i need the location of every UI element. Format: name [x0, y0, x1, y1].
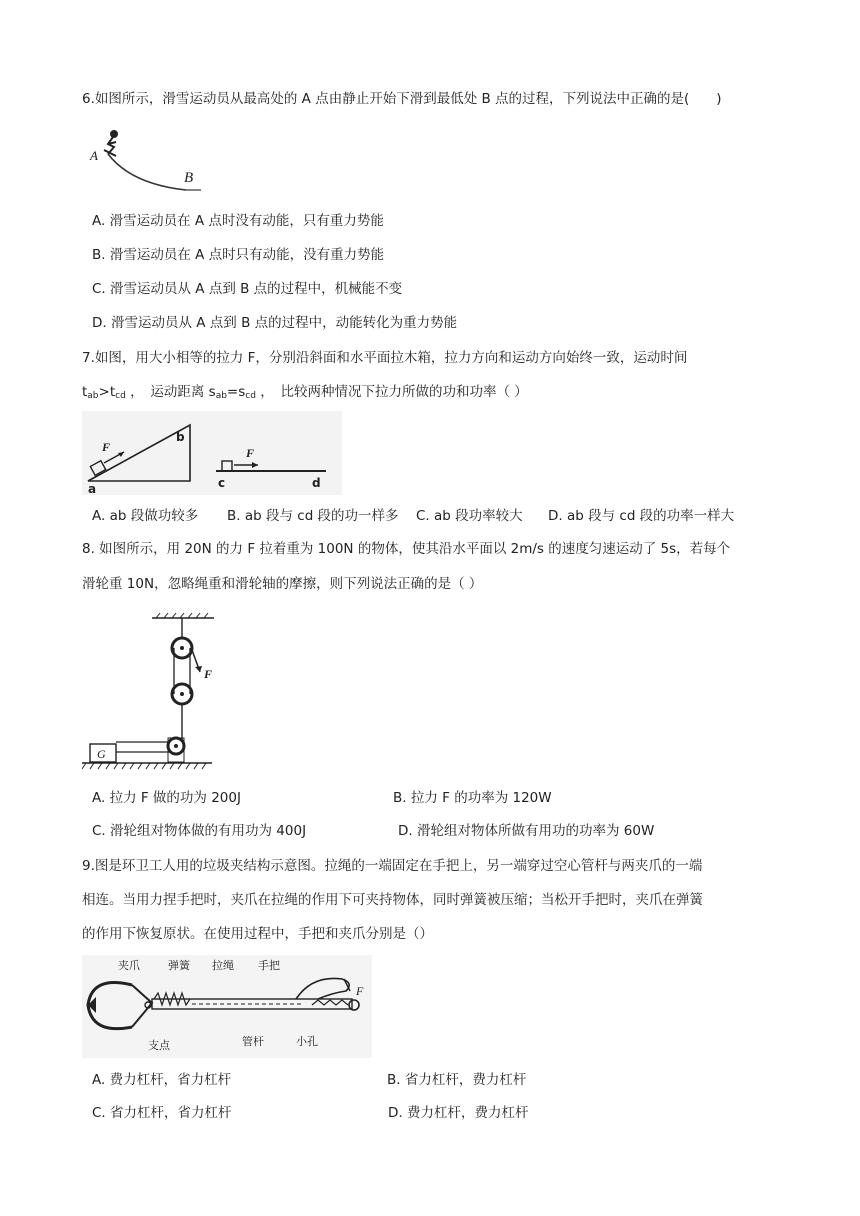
q6-stem: 6.如图所示，滑雪运动员从最高处的 A 点由静止开始下滑到最低处 B 点的过程，下列说法中正确的是( ) — [82, 91, 722, 107]
label-zhidian: 支点 — [148, 1039, 170, 1052]
incline-point-b: b — [176, 430, 185, 444]
label-shouba: 手把 — [258, 959, 280, 972]
q7-incline-and-flat-figure — [82, 411, 342, 495]
label-xiaokong: 小孔 — [296, 1035, 318, 1048]
incline-force-label: F — [102, 440, 111, 454]
q6-option-d: D. 滑雪运动员从 A 点到 B 点的过程中，动能转化为重力势能 — [92, 315, 458, 331]
label-tanhuang: 弹簧 — [168, 959, 190, 972]
label-lasheng: 拉绳 — [212, 959, 234, 972]
q8-option-b: B. 拉力 F 的功率为 120W — [393, 790, 552, 806]
q7-option-c: C. ab 段功率较大 — [416, 508, 523, 524]
point-b-label: B — [184, 170, 194, 186]
q7-option-a: A. ab 段做功较多 — [92, 508, 199, 524]
q8-option-a: A. 拉力 F 做的功为 200J — [92, 790, 241, 806]
pulley-force-label: F — [204, 667, 213, 681]
q6-option-c: C. 滑雪运动员从 A 点到 B 点的过程中，机械能不变 — [92, 281, 403, 297]
q9-option-a: A. 费力杠杆，省力杠杆 — [92, 1072, 232, 1088]
q6-ski-slope-figure — [86, 124, 206, 196]
flat-point-d: d — [312, 476, 321, 490]
q8-stem-line1: 8. 如图所示，用 20N 的力 F 拉着重为 100N 的物体，使其沿水平面以 2m/s 的速度匀速运动了 5s，若每个 — [82, 541, 731, 557]
q8-stem-line2: 滑轮重 10N，忽略绳重和滑轮轴的摩擦，则下列说法正确的是（ ） — [82, 576, 483, 592]
q9-trash-grabber-figure — [82, 955, 372, 1058]
skier-icon — [104, 131, 117, 156]
q9-option-d: D. 费力杠杆，费力杠杆 — [388, 1105, 529, 1121]
label-guangan: 管杆 — [242, 1035, 264, 1048]
q8-option-c: C. 滑轮组对物体做的有用功为 400J — [92, 823, 307, 839]
q7-option-d: D. ab 段与 cd 段的功率一样大 — [548, 508, 735, 524]
label-force: F — [356, 984, 364, 998]
q8-option-d: D. 滑轮组对物体所做有用功的功率为 60W — [398, 823, 655, 839]
label-jiazhua: 夹爪 — [118, 959, 140, 972]
point-a-label: A — [90, 148, 98, 163]
q9-stem-line3: 的作用下恢复原状。在使用过程中，手把和夹爪分别是（） — [82, 926, 433, 942]
flat-point-c: c — [218, 476, 226, 490]
q8-pulley-system-figure — [82, 612, 217, 774]
q9-stem-line2: 相连。当用力捏手把时，夹爪在拉绳的作用下可夹持物体，同时弹簧被压缩；当松开手把时，夹爪在弹簧 — [82, 892, 703, 908]
q6-option-a: A. 滑雪运动员在 A 点时没有动能，只有重力势能 — [92, 213, 384, 229]
q9-option-c: C. 省力杠杆，省力杠杆 — [92, 1105, 232, 1121]
flat-force-label: F — [246, 446, 255, 460]
q7-option-b: B. ab 段与 cd 段的功一样多 — [227, 508, 399, 524]
q9-option-b: B. 省力杠杆，费力杠杆 — [387, 1072, 527, 1088]
block-g-label: G — [97, 747, 106, 761]
incline-point-a: a — [88, 482, 97, 495]
q7-stem-line1: 7.如图，用大小相等的拉力 F，分别沿斜面和水平面拉木箱，拉力方向和运动方向始终一致，运动时间 — [82, 350, 688, 366]
q7-stem-line2: $t_{ab}>t_{cd}$ ， 运动距离 $s_{ab}=s_{cd}$ ， 比较两种情况下拉力所做的功和功率（ ） — [82, 384, 528, 401]
q9-stem-line1: 9.图是环卫工人用的垃圾夹结构示意图。拉绳的一端固定在手把上，另一端穿过空心管杆与两夹爪的一端 — [82, 858, 703, 874]
q6-option-b: B. 滑雪运动员在 A 点时只有动能，没有重力势能 — [92, 247, 385, 263]
